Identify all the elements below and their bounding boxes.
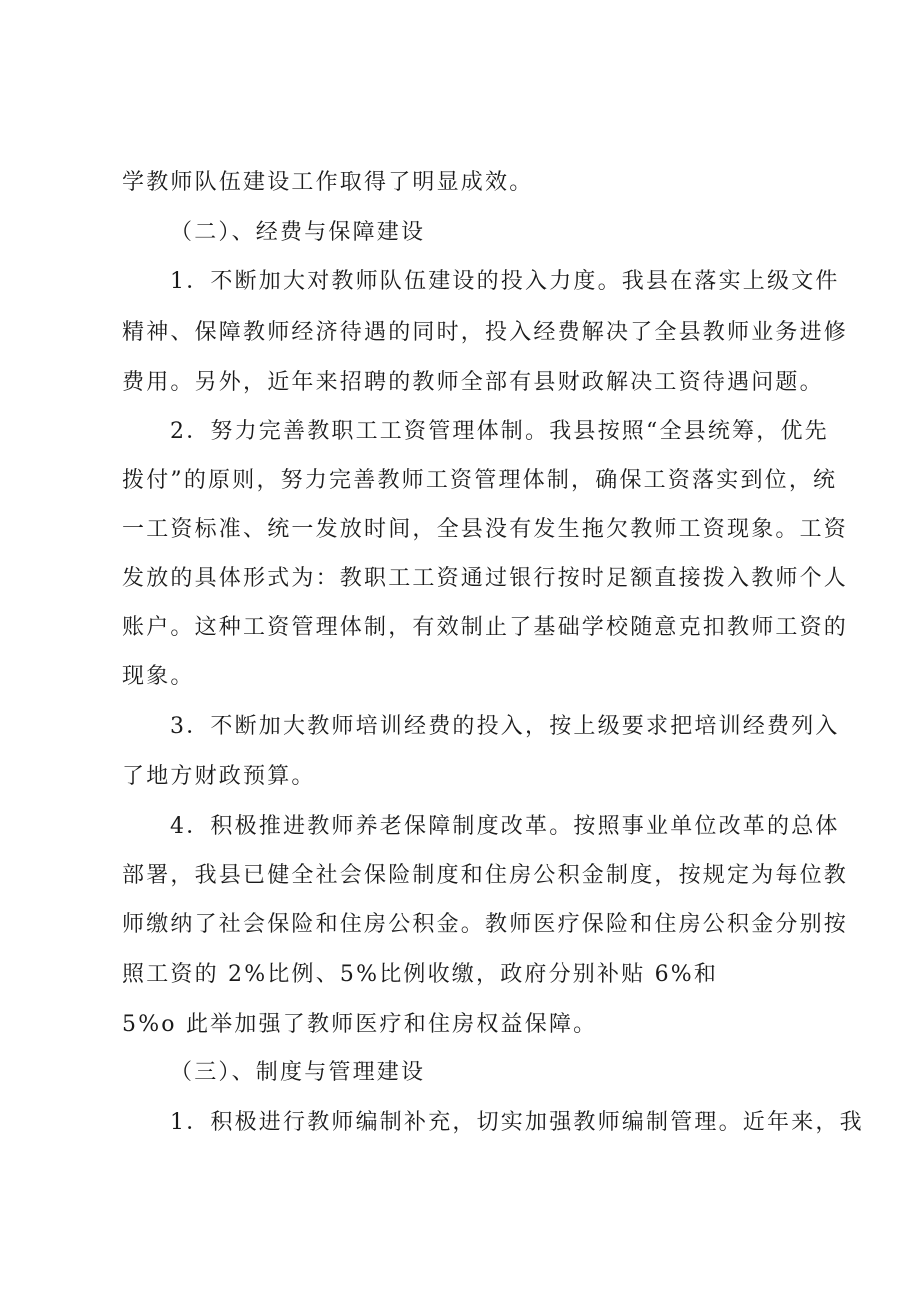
section-heading: （三）、制度与管理建设	[170, 1060, 426, 1085]
paragraph-line: 1．不断加大对教师队伍建设的投入力度。我县在落实上级文件	[170, 269, 840, 294]
paragraph-line: 发放的具体形式为：教职工工资通过银行按时足额直接拨入教师个人	[122, 566, 849, 591]
paragraph-line: 精神、保障教师经济待遇的同时，投入经费解决了全县教师业务进修	[122, 320, 849, 345]
section-heading: （二）、经费与保障建设	[170, 220, 426, 245]
paragraph-line: 照工资的 2%比例、5%比例收缴，政府分别补贴 6%和	[122, 962, 719, 987]
paragraph-line: 费用。另外，近年来招聘的教师全部有县财政解决工资待遇问题。	[122, 370, 824, 395]
paragraph-line: 学教师队伍建设工作取得了明显成效。	[122, 170, 534, 195]
paragraph-line: 师缴纳了社会保险和住房公积金。教师医疗保险和住房公积金分别按	[122, 912, 849, 937]
paragraph-line: 3．不断加大教师培训经费的投入，按上级要求把培训经费列入	[170, 714, 840, 739]
paragraph-line: 现象。	[122, 664, 195, 689]
paragraph-line: 账户。这种工资管理体制，有效制止了基础学校随意克扣教师工资的	[122, 615, 849, 640]
paragraph-line: 了地方财政预算。	[122, 764, 316, 789]
paragraph-line: 2．努力完善教职工工资管理体制。我县按照“全县统筹，优先	[170, 419, 829, 444]
paragraph-line: 一工资标准、统一发放时间，全县没有发生拖欠教师工资现象。工资	[122, 517, 849, 542]
paragraph-line: 拨付”的原则，努力完善教师工资管理体制，确保工资落实到位，统	[122, 468, 838, 493]
paragraph-line: 4．积极推进教师养老保障制度改革。按照事业单位改革的总体	[170, 814, 840, 839]
paragraph-line: 1．积极进行教师编制补充，切实加强教师编制管理。近年来，我	[170, 1110, 864, 1135]
paragraph-line: 5%o 此举加强了教师医疗和住房权益保障。	[122, 1012, 598, 1037]
paragraph-line: 部署，我县已健全社会保险制度和住房公积金制度，按规定为每位教	[122, 863, 849, 888]
